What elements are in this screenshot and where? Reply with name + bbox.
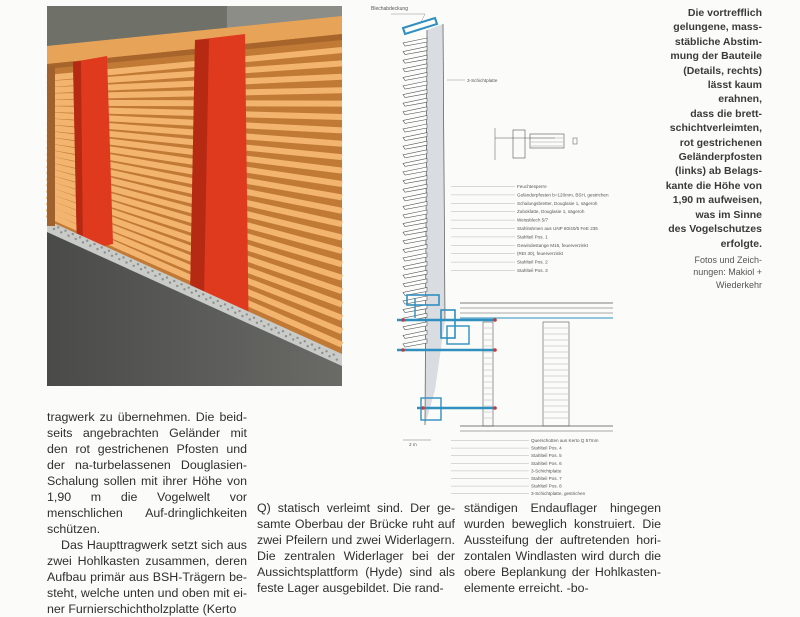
- text-column-1: [47, 409, 247, 617]
- midLabels-item: (REI 30), feuerverzinkt: [517, 251, 563, 257]
- label-group-middle: [451, 184, 609, 273]
- botLabels-item: Stahlteil Pos. 7: [531, 476, 562, 481]
- midLabels-item: Stahlteil Pos. 3: [517, 268, 548, 273]
- midLabels-item: Zuboklatte, Douglasie 1, sägeroh: [517, 209, 585, 215]
- caption-credit: Fotos und Zeich- nungen: Makiol + Wiederkehr: [693, 254, 762, 290]
- paragraph-3: Q) statisch verleimt sind. Der ge-samte Oberbau der Brücke ruht auf zwei Pfeilern und zwei Widerlagern. Die zentralen Widerlager bei der Aussichtsplattform (Hyde) sind als feste Lager ausgebildet. Die rand-: [257, 501, 455, 595]
- paragraph-4: ständigen Endauflager hingegen wurden beweglich konstruiert. Die Aussteifung der auftretenden hori-zontalen Windlasten wird durch die obere Beplankung der Hohlkasten-elemente erreicht. -bo-: [464, 501, 661, 595]
- label-group-bottom: [451, 438, 599, 496]
- text-column-2: [257, 500, 455, 596]
- section-drawing: [355, 0, 670, 497]
- midLabels-item: Stahlteil Pos. 2: [517, 259, 548, 265]
- steel-parts: [397, 295, 495, 420]
- caption-text: Die vortrefflich gelungene, mass- stäbliche Abstim- mung der Bauteile (Details, rechts) lässt kaum erahnen, dass die brett- schichtverleimten, rot gestrichenen Geländerpfosten (links) ab Belags- kante die Höhe von 1,90 m aufweisen, was im Sinne des Vogelschutzes erfolgte.: [665, 7, 762, 250]
- midLabels-item: Geländerpfosten b=120mm, BSH, gestrichen: [517, 192, 609, 198]
- label-schichtplatte: 3-Schichtplatte: [467, 78, 498, 83]
- botLabels-item: Stahlteil Pos. 4: [531, 445, 562, 451]
- botLabels-item: Querschotten aus Kerto Q 57mm: [531, 438, 599, 443]
- label-blechabdeckung: Blechabdeckung: [371, 6, 408, 12]
- figure-caption: [662, 6, 762, 291]
- midLabels-item: Weissblech 5/7: [517, 217, 549, 223]
- midLabels-item: Schalungsbretter, Douglasie 1, sägeroh: [517, 200, 598, 206]
- botLabels-item: Stahlteil Pos. 6: [531, 460, 562, 466]
- label-dimension: 2 m: [409, 442, 417, 447]
- text-column-3: [464, 500, 661, 596]
- botLabels-item: 3-Schichtplatte: [531, 468, 562, 474]
- midLabels-item: Gewindestange M16, feuerverzinkt: [517, 242, 588, 248]
- deck-section: [460, 303, 613, 431]
- paragraph-2: Das Haupttragwerk setzt sich aus zwei Hohlkasten zusammen, deren Aufbau primär aus BSH-Trägern be-steht, welche unten und oben mit ei-ner Furnierschichtholzplatte (Kerto: [47, 538, 247, 616]
- midLabels-item: Stahlteil Pos. 1: [517, 234, 548, 240]
- midLabels-item: Feuchtesperre: [517, 184, 547, 189]
- botLabels-item: Stahlteil Pos. 5: [531, 453, 562, 459]
- botLabels-item: 3-Schichtplatte, gestrichen: [531, 491, 586, 497]
- detail-small: [495, 128, 577, 160]
- paragraph-1: tragwerk zu übernehmen. Die beid-seits angebrachten Geländer mit den rot gestrichenen Pfosten und der na-turbelassenen Douglasien-Schalung sollen mit ihrer Höhe von 1,90 m die Vogelwelt vor menschlichen Auf-dringlichkeiten schützen.: [47, 410, 247, 536]
- botLabels-item: Stahlteil Pos. 8: [531, 483, 562, 489]
- railing-photo-image: [47, 6, 342, 386]
- railing-photo: [47, 6, 342, 386]
- technical-drawing: [355, 0, 670, 497]
- midLabels-item: Stahlrahmen aus UNP 80/40/5 FeE 235: [517, 226, 598, 231]
